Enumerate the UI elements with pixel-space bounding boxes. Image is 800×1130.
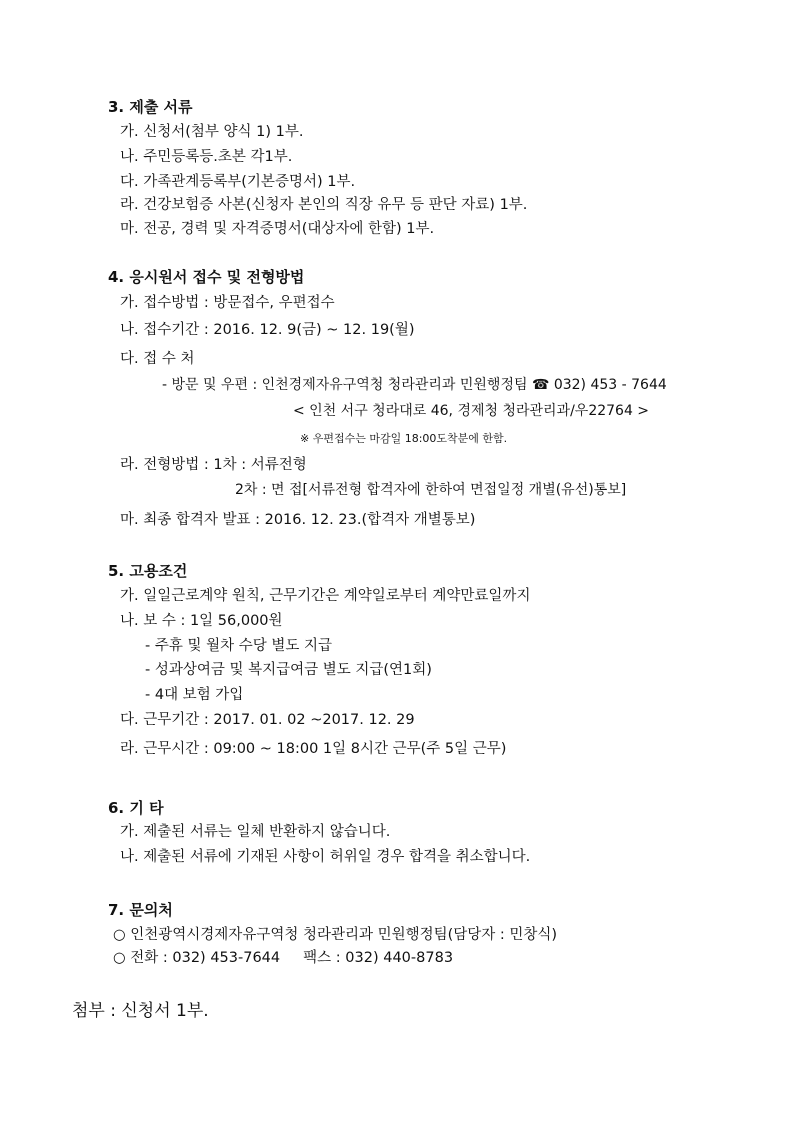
section-3-item-4: 라. 건강보험증 사본(신청자 본인의 직장 유무 등 판단 자료) 1부. xyxy=(120,197,528,213)
section-3-item-1: 가. 신청서(첨부 양식 1) 1부. xyxy=(120,124,304,140)
pay-item-3: - 4대 보험 가입 xyxy=(145,687,244,703)
attachment-note: 첨부 : 신청서 1부. xyxy=(72,1001,209,1021)
submission-method: 가. 접수방법 : 방문접수, 우편접수 xyxy=(120,295,335,311)
section-3-item-5: 마. 전공, 경력 및 자격증명서(대상자에 한함) 1부. xyxy=(120,221,435,237)
contact-phone-fax: ○ 전화 : 032) 453-7644 팩스 : 032) 440-8783 xyxy=(113,950,454,966)
etc-item-2: 나. 제출된 서류에 기재된 사항이 허위일 경우 합격을 취소합니다. xyxy=(120,849,531,865)
postal-note: ※ 우편접수는 마감일 18:00도착분에 한함. xyxy=(300,432,508,445)
etc-item-1: 가. 제출된 서류는 일체 반환하지 않습니다. xyxy=(120,824,391,840)
section-7-heading: 7. 문의처 xyxy=(108,901,173,919)
contact-office: ○ 인천광역시경제자유구역청 청라관리과 민원행정팀(담당자 : 민창식) xyxy=(113,927,558,943)
employment-contract: 가. 일일근로계약 원칙, 근무기간은 계약일로부터 계약만료일까지 xyxy=(120,588,531,604)
submission-address: < 인천 서구 청라대로 46, 경제청 청라관리과/우22764 > xyxy=(293,403,650,419)
section-4-heading: 4. 응시원서 접수 및 전형방법 xyxy=(108,268,305,286)
pay-item-1: - 주휴 및 월차 수당 별도 지급 xyxy=(145,638,332,654)
section-3-item-2: 나. 주민등록등.초본 각1부. xyxy=(120,149,293,165)
work-hours: 라. 근무시간 : 09:00 ~ 18:00 1일 8시간 근무(주 5일 근무) xyxy=(120,741,507,757)
selection-method-1: 라. 전형방법 : 1차 : 서류전형 xyxy=(120,457,307,473)
section-3-item-3: 다. 가족관계등록부(기본증명서) 1부. xyxy=(120,174,356,190)
selection-method-2: 2차 : 면 접[서류전형 합격자에 한하여 면접일정 개별(유선)통보] xyxy=(235,482,627,498)
work-period: 다. 근무기간 : 2017. 01. 02 ~2017. 12. 29 xyxy=(120,712,415,728)
employment-pay: 나. 보 수 : 1일 56,000원 xyxy=(120,613,283,629)
section-6-heading: 6. 기 타 xyxy=(108,799,164,817)
section-5-heading: 5. 고용조건 xyxy=(108,562,188,580)
submission-place-line: - 방문 및 우편 : 인천경제자유구역청 청라관리과 민원행정팀 ☎ 032) 453 - 7644 xyxy=(162,377,667,393)
submission-place-label: 다. 접 수 처 xyxy=(120,351,195,367)
submission-period: 나. 접수기간 : 2016. 12. 9(금) ~ 12. 19(월) xyxy=(120,322,415,338)
final-announcement: 마. 최종 합격자 발표 : 2016. 12. 23.(합격자 개별통보) xyxy=(120,512,476,528)
pay-item-2: - 성과상여금 및 복지급여금 별도 지급(연1회) xyxy=(145,662,432,678)
section-3-heading: 3. 제출 서류 xyxy=(108,98,193,116)
